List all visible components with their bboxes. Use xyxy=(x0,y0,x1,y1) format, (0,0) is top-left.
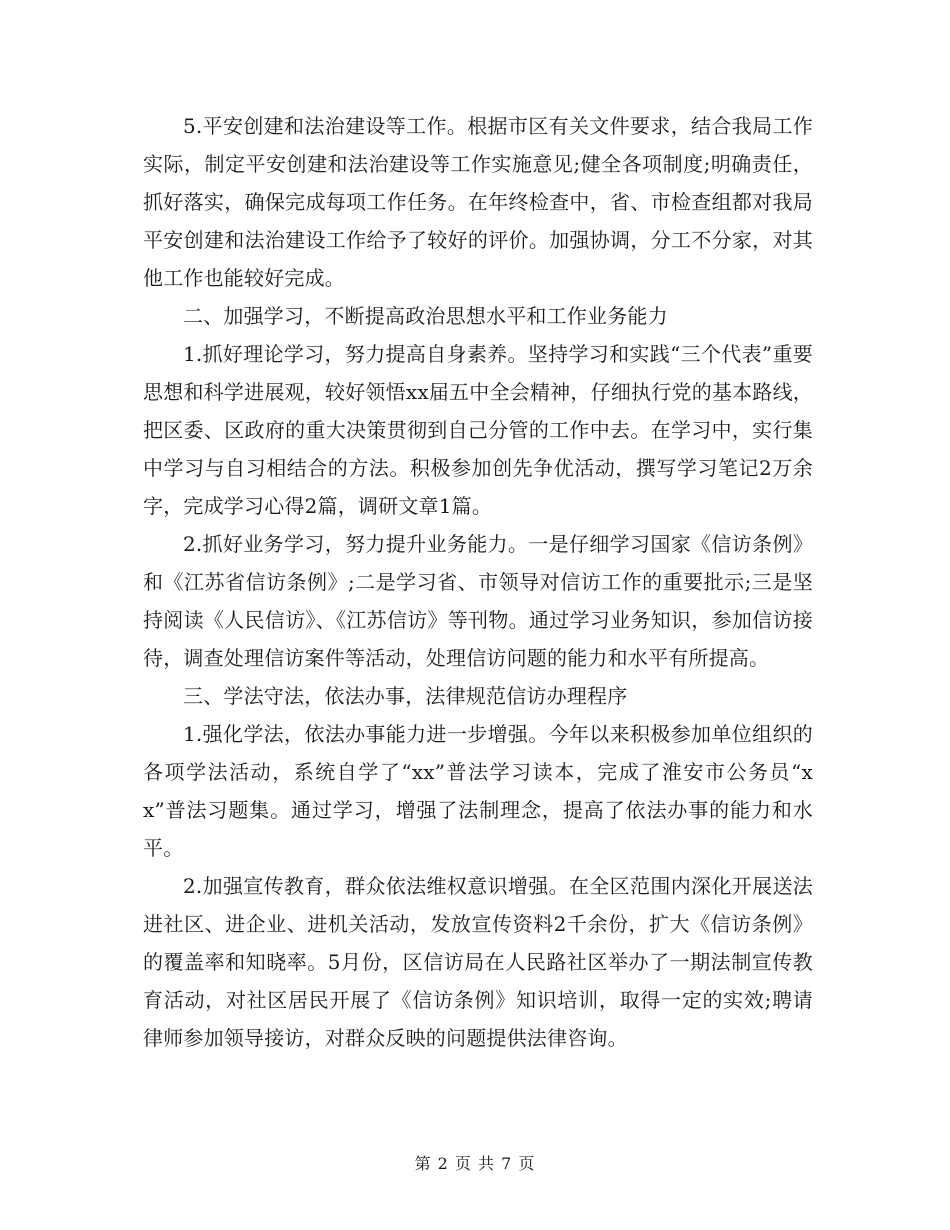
page-number-footer: 第 2 页 共 7 页 xyxy=(414,1154,536,1173)
section-heading-study: 二、加强学习，不断提高政治思想水平和工作业务能力 xyxy=(183,304,668,328)
paragraph-business-study: 2.抓好业务学习，努力提升业务能力。一是仔细学习国家《信访条例》和《江苏省信访条例》;二是学习省、市领导对信访工作的重要批示;三是坚持阅读《人民信访》、《江苏信访》等刊物。通过学习业务知识，参加信访接待，调查处理信访案件等活动，处理信访问题的能力和水平有所提高。 xyxy=(143,532,813,670)
paragraph-law-learning: 1.强化学法，依法办事能力进一步增强。今年以来积极参加单位组织的各项学法活动，系统自学了“xx”普法学习读本，完成了淮安市公务员“xx”普法习题集。通过学习，增强了法制理念，提高了依法办事的能力和水平。 xyxy=(143,722,813,860)
paragraph-publicity-education: 2.加强宣传教育，群众依法维权意识增强。在全区范围内深化开展送法进社区、进企业、进机关活动，发放宣传资料2千余份，扩大《信访条例》的覆盖率和知晓率。5月份，区信访局在人民路社区举办了一期法制宣传教育活动，对社区居民开展了《信访条例》知识培训，取得一定的实效;聘请律师参加领导接访，对群众反映的问题提供法律咨询。 xyxy=(143,874,813,1050)
document-body xyxy=(143,107,813,1057)
paragraph-theory-study: 1.抓好理论学习，努力提高自身素养。坚持学习和实践“三个代表”重要思想和科学进展观，较好领悟xx届五中全会精神，仔细执行党的基本路线，把区委、区政府的重大决策贯彻到自己分管的工作中去。在学习中，实行集中学习与自习相结合的方法。积极参加创先争优活动，撰写学习笔记2万余字，完成学习心得2篇，调研文章1篇。 xyxy=(143,342,813,518)
paragraph-safety-legal-work: 5.平安创建和法治建设等工作。根据市区有关文件要求，结合我局工作实际，制定平安创建和法治建设等工作实施意见;健全各项制度;明确责任，抓好落实，确保完成每项工作任务。在年终检查中，省、市检查组都对我局平安创建和法治建设工作给予了较好的评价。加强协调，分工不分家，对其他工作也能较好完成。 xyxy=(143,114,813,290)
section-heading-law: 三、学法守法，依法办事，法律规范信访办理程序 xyxy=(183,684,628,708)
